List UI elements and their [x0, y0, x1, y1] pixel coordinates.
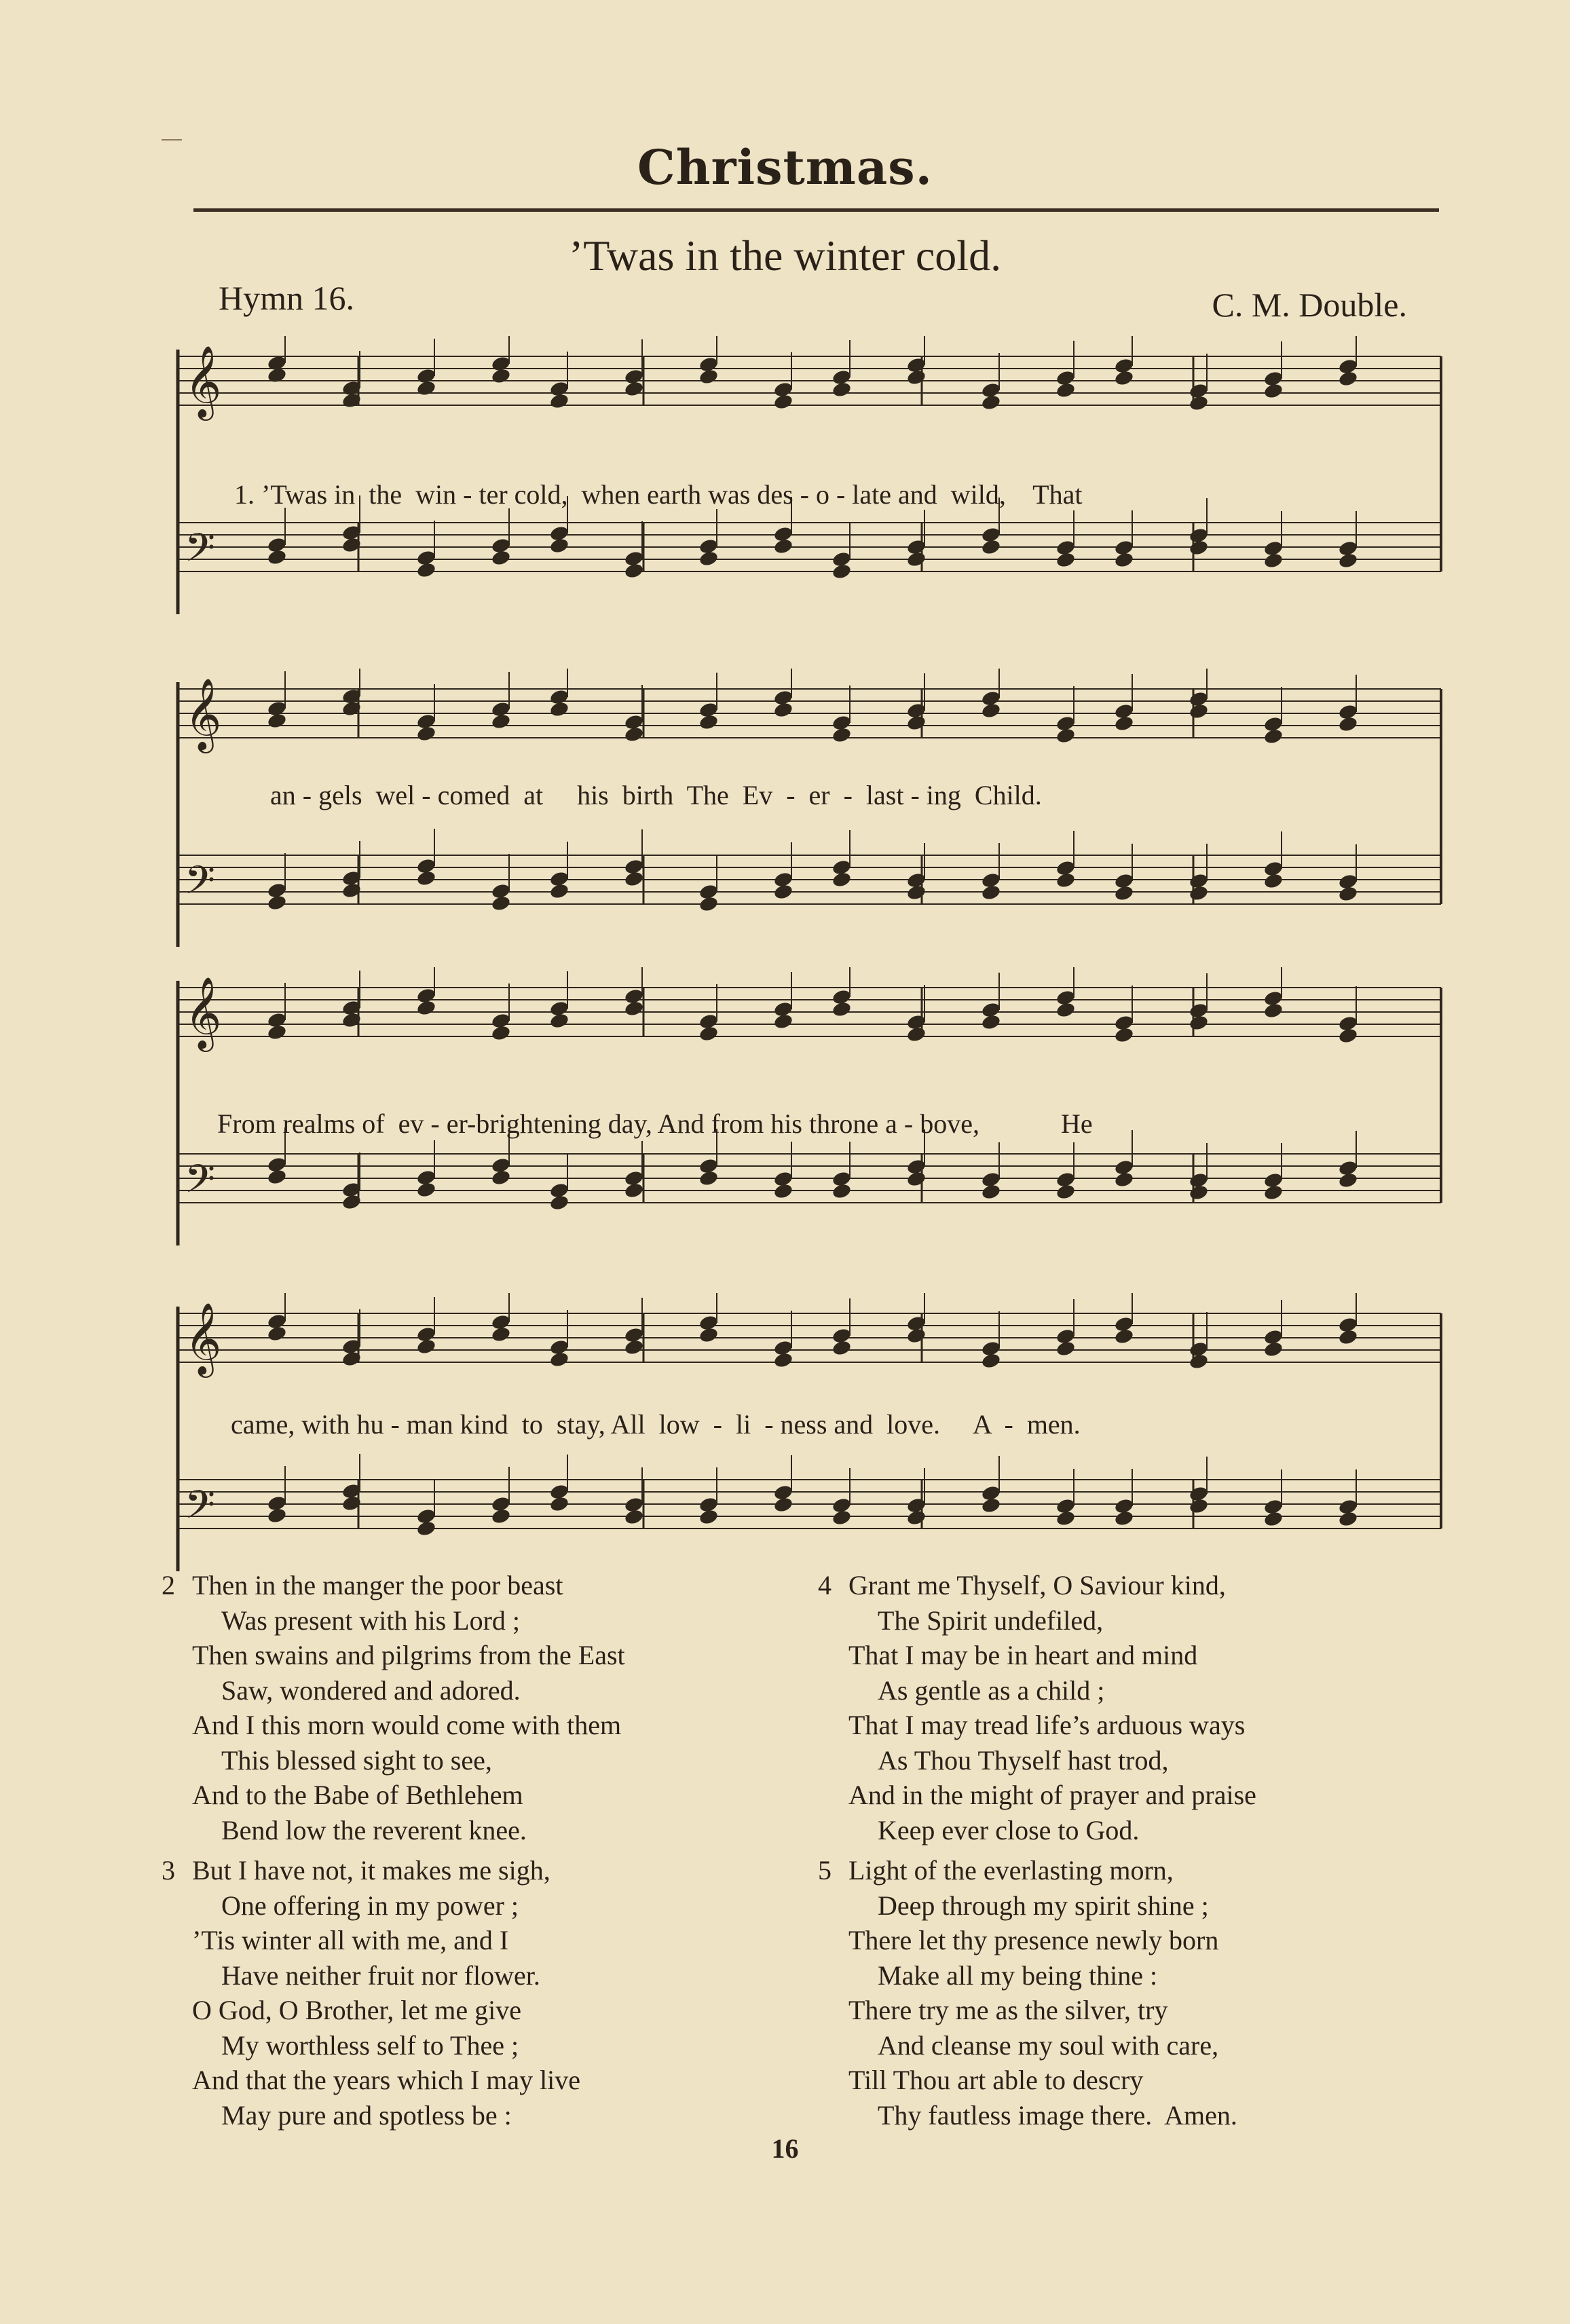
notehead	[1055, 539, 1077, 557]
notehead	[906, 714, 927, 732]
notehead	[549, 537, 570, 555]
notehead	[698, 1326, 719, 1344]
notehead	[1263, 1002, 1284, 1019]
notehead	[416, 1520, 437, 1537]
notehead	[981, 884, 1002, 901]
verse-line: One offering in my power ;	[221, 1890, 519, 1921]
notehead	[1114, 872, 1135, 890]
notehead	[491, 1507, 512, 1525]
notehead	[549, 392, 570, 410]
verse-5	[818, 1853, 1463, 2133]
notehead	[624, 1496, 645, 1514]
notehead	[549, 1495, 570, 1513]
verse-line: This blessed sight to see,	[221, 1744, 492, 1776]
notehead	[1055, 1340, 1077, 1357]
notehead	[1055, 872, 1077, 889]
notehead	[773, 1013, 794, 1030]
notehead	[267, 548, 288, 566]
notehead	[491, 1024, 512, 1042]
notehead	[549, 700, 570, 718]
notehead	[831, 1497, 853, 1514]
notehead	[831, 726, 853, 744]
verse-line: Keep ever close to God.	[878, 1814, 1140, 1845]
verse-line: Till Thou art able to descry	[848, 2065, 1144, 2095]
notehead	[981, 394, 1002, 411]
notehead	[831, 381, 853, 398]
notehead	[1055, 1183, 1077, 1201]
notehead	[1055, 727, 1077, 745]
notehead	[491, 713, 512, 730]
notehead	[267, 1507, 288, 1524]
notehead	[624, 1182, 645, 1199]
notehead	[491, 367, 512, 385]
notehead	[1189, 394, 1210, 412]
notehead	[773, 1170, 794, 1188]
notehead	[416, 725, 437, 743]
notehead	[1055, 381, 1077, 399]
notehead	[1189, 1497, 1210, 1515]
notehead	[624, 562, 645, 580]
notehead	[773, 538, 794, 555]
notehead	[831, 1182, 853, 1200]
page-number: 16	[771, 2133, 799, 2164]
notehead	[1338, 1172, 1359, 1189]
notehead	[267, 1325, 288, 1343]
notehead	[624, 870, 645, 888]
notehead	[1114, 369, 1135, 387]
verse-line: And I this morn would come with them	[192, 1710, 622, 1740]
treble-clef-icon: 𝄞	[185, 677, 222, 750]
verse-line: But I have not, it makes me sigh,	[192, 1855, 550, 1886]
section-title: Christmas.	[637, 139, 933, 195]
notehead	[267, 894, 288, 912]
verses-left-column	[162, 1568, 806, 2133]
verse-line: Light of the everlasting morn,	[848, 1855, 1174, 1886]
notehead	[698, 1025, 719, 1043]
verse-line: Bend low the reverent knee.	[221, 1814, 527, 1845]
notehead	[416, 1338, 437, 1355]
verse-line: And in the might of prayer and praise	[848, 1780, 1256, 1810]
notehead	[1338, 715, 1359, 733]
notehead	[906, 1509, 927, 1526]
notehead	[906, 1170, 927, 1188]
notehead	[1263, 1341, 1284, 1358]
notehead	[416, 561, 437, 579]
lyric-line-4: came, with hu - man kind to stay, All low - li - ness and love. A - men.	[231, 1409, 1081, 1440]
verse-line: And that the years which I may live	[192, 2065, 581, 2095]
notehead	[267, 1024, 288, 1041]
verse-number: 2	[162, 1570, 175, 1600]
verse-2	[162, 1568, 806, 1848]
lyric-line-3: From realms of ev - er-brightening day, And from his throne a - bove, He	[217, 1108, 1093, 1139]
notehead	[906, 550, 927, 568]
notehead	[1189, 1353, 1210, 1370]
notehead	[1114, 1171, 1135, 1188]
verse-line: Thy fautless image there. Amen.	[878, 2099, 1237, 2131]
notehead	[491, 549, 512, 567]
notehead	[491, 1326, 512, 1343]
notehead	[773, 393, 794, 411]
bass-clef-icon: 𝄢	[185, 857, 216, 913]
treble-clef-icon: 𝄞	[185, 976, 222, 1049]
notehead	[549, 882, 570, 900]
verses-right-column	[818, 1568, 1463, 2133]
verse-line: Grant me Thyself, O Saviour kind,	[848, 1570, 1226, 1600]
verse-line: There let thy presence newly born	[848, 1925, 1219, 1955]
notehead	[491, 895, 512, 912]
music-system-2	[175, 669, 1444, 960]
notehead	[698, 1508, 719, 1526]
verse-line: Saw, wondered and adored.	[221, 1674, 521, 1706]
notehead	[624, 726, 645, 743]
notehead	[1338, 873, 1359, 891]
notehead	[1338, 370, 1359, 388]
notehead	[1263, 1184, 1284, 1201]
notehead	[1338, 1510, 1359, 1528]
notehead	[1189, 884, 1210, 902]
notehead	[698, 1169, 719, 1187]
verse-line: The Spirit undefiled,	[878, 1605, 1104, 1636]
verse-number: 3	[162, 1855, 175, 1886]
notehead	[1263, 1498, 1284, 1516]
verse-line: And to the Babe of Bethlehem	[192, 1780, 523, 1810]
notehead	[267, 712, 288, 730]
notehead	[416, 869, 437, 887]
notehead	[906, 1026, 927, 1043]
verse-3	[162, 1853, 806, 2133]
verse-line: ’Tis winter all with me, and I	[192, 1925, 509, 1955]
verse-number: 4	[818, 1570, 831, 1600]
notehead	[1189, 702, 1210, 720]
notehead	[1055, 1001, 1077, 1019]
notehead	[981, 702, 1002, 719]
bass-clef-icon: 𝄢	[185, 525, 216, 580]
notehead	[773, 883, 794, 901]
notehead	[416, 1181, 437, 1199]
notehead	[624, 1338, 645, 1356]
notehead	[1263, 872, 1284, 890]
notehead	[416, 379, 437, 397]
verse-line: O God, O Brother, let me give	[192, 1995, 521, 2025]
verse-line: May pure and spotless be :	[221, 2099, 512, 2131]
bass-clef-icon: 𝄢	[185, 1156, 216, 1212]
lyric-line-1: 1. ’Twas in the win - ter cold, when earth was des - o - late and wild, That	[234, 479, 1083, 510]
notehead	[624, 380, 645, 398]
notehead	[698, 368, 719, 386]
treble-clef-icon: 𝄞	[185, 1302, 222, 1374]
treble-clef-icon: 𝄞	[185, 345, 222, 417]
notehead	[1114, 1510, 1135, 1527]
lyric-line-2: an - gels wel - comed at his birth The Ev - er - last - ing Child.	[270, 780, 1042, 810]
notehead	[1114, 1328, 1135, 1345]
notehead	[831, 1000, 853, 1018]
verse-line: And cleanse my soul with care,	[878, 2029, 1219, 2061]
notehead	[1114, 1026, 1135, 1044]
notehead	[549, 1012, 570, 1030]
notehead	[1114, 715, 1135, 732]
notehead	[906, 369, 927, 386]
notehead	[491, 1169, 512, 1186]
notehead	[1189, 1014, 1210, 1032]
notehead	[1114, 551, 1135, 569]
notehead	[981, 538, 1002, 556]
verse-line: As Thou Thyself hast trod,	[878, 1744, 1169, 1776]
notehead	[906, 872, 927, 889]
notehead	[1189, 539, 1210, 557]
verse-line: Then swains and pilgrims from the East	[192, 1640, 625, 1670]
notehead	[981, 1497, 1002, 1514]
verse-4	[818, 1568, 1463, 1848]
hymn-meter: C. M. Double.	[1212, 286, 1407, 324]
notehead	[831, 871, 853, 888]
verse-line: As gentle as a child ;	[878, 1674, 1105, 1706]
notehead	[831, 563, 853, 580]
notehead	[698, 895, 719, 913]
notehead	[1055, 1497, 1077, 1515]
notehead	[773, 1351, 794, 1369]
notehead	[981, 1171, 1002, 1188]
notehead	[549, 1351, 570, 1368]
notehead	[906, 1327, 927, 1345]
verse-line: Make all my being thine :	[878, 1960, 1158, 1991]
notehead	[981, 1013, 1002, 1031]
notehead	[1189, 1172, 1210, 1189]
verse-line: Have neither fruit nor flower.	[221, 1960, 540, 1991]
verse-line: My worthless self to Thee ;	[221, 2029, 519, 2061]
verse-line: Deep through my spirit shine ;	[878, 1890, 1209, 1921]
hymn-number: Hymn 16.	[219, 279, 354, 317]
notehead	[773, 1496, 794, 1514]
staff-graphic	[175, 669, 1444, 960]
notehead	[1338, 1328, 1359, 1346]
bass-clef-icon: 𝄢	[185, 1482, 216, 1537]
title-rule	[193, 208, 1439, 212]
notehead	[416, 999, 437, 1017]
verse-line: That I may be in heart and mind	[848, 1640, 1198, 1670]
notehead	[831, 1339, 853, 1357]
hymn-subtitle: ’Twas in the winter cold.	[568, 231, 1002, 280]
notehead	[773, 701, 794, 719]
notehead	[267, 1168, 288, 1186]
verse-line: Then in the manger the poor beast	[192, 1570, 563, 1600]
notehead	[1338, 1027, 1359, 1045]
verse-line: There try me as the silver, try	[848, 1995, 1168, 2025]
notehead	[698, 550, 719, 567]
verse-line: That I may tread life’s arduous ways	[848, 1710, 1246, 1740]
notehead	[549, 1194, 570, 1212]
notehead	[1263, 728, 1284, 745]
notehead	[1263, 540, 1284, 557]
verse-line: Was present with his Lord ;	[221, 1605, 521, 1636]
notehead	[1338, 552, 1359, 569]
notehead	[624, 1000, 645, 1017]
notehead	[698, 713, 719, 731]
verse-number: 5	[818, 1855, 831, 1886]
notehead	[981, 1352, 1002, 1370]
notehead	[1263, 382, 1284, 400]
